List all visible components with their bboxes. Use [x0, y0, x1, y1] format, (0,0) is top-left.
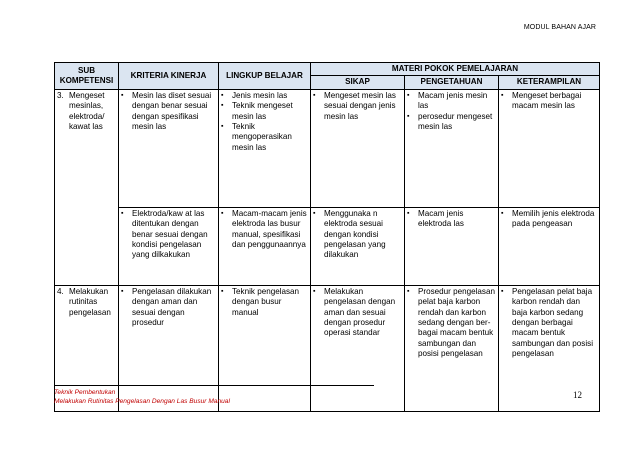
header-sub-kompetensi: SUB KOMPETENSI — [55, 63, 119, 90]
header-kriteria-kinerja: KRITERIA KINERJA — [119, 63, 219, 90]
bullet-text: Prosedur pengelasan pelat baja karbon rendah dan karbon sedang dengan ber-bagai macam bentuk sambungan dan posisi pengelasan — [418, 286, 495, 359]
bullet-text: Teknik mengeset mesin las — [232, 101, 293, 121]
bullet-square-icon: ▪ — [121, 91, 124, 99]
bullet-text: Melakukan pengelasan dengan aman dan sesuai dengan prosedur operasi standar — [324, 286, 396, 338]
list-item — [407, 91, 496, 112]
competency-table — [54, 62, 600, 412]
header-sikap: SIKAP — [311, 76, 405, 89]
bullet-square-icon: ▪ — [407, 112, 410, 120]
bullet-text: Pengelasan dilakukan dengan aman dan sesuai dengan prosedur — [132, 286, 212, 328]
list-item — [121, 91, 216, 133]
bullet-square-icon: ▪ — [313, 91, 316, 99]
list-item — [407, 112, 496, 133]
list-item — [221, 101, 308, 122]
bullet-square-icon: ▪ — [313, 287, 316, 295]
list-item — [221, 91, 308, 101]
list-item — [221, 122, 308, 153]
bullet-square-icon: ▪ — [501, 287, 504, 295]
cell-keterampilan — [499, 285, 600, 411]
bullet-text: Mesin las diset sesuai dengan benar sesuai dengan spesifikasi mesin las — [132, 90, 212, 132]
sub-number: 3. — [57, 90, 64, 100]
list-item — [407, 287, 496, 360]
bullet-text: Mengeset berbagai macam mesin las — [512, 90, 582, 111]
bullet-square-icon: ▪ — [121, 209, 124, 217]
bullet-text: Teknik pengelasan dengan busur manual — [232, 286, 300, 317]
bullet-text: Pengelasan pelat baja karbon rendah dan baja karbon sedang dengan berbagai macam bentuk sambungan dan posisi pengelasan — [512, 286, 593, 359]
cell-sikap — [311, 285, 405, 411]
bullet-text: Teknik mengoperasikan mesin las — [232, 122, 292, 152]
bullet-text: Macam jenis elektroda las — [418, 208, 464, 229]
header-lingkup-belajar: LINGKUP BELAJAR — [219, 63, 311, 90]
cell-sub-kompetensi — [55, 89, 119, 285]
footer-line-2: Melakukan Rutinitas Pengelasan Dengan Las Busur Manual — [54, 397, 230, 405]
list-item — [501, 91, 597, 112]
cell-pengetahuan — [405, 89, 499, 207]
list-item — [407, 209, 496, 230]
cell-lingkup — [219, 89, 311, 207]
header-materi-pokok: MATERI POKOK PEMELAJARAN — [311, 63, 600, 76]
bullet-text: Jenis mesin las — [232, 90, 288, 100]
list-item — [501, 287, 597, 360]
bullet-square-icon: ▪ — [407, 287, 410, 295]
cell-pengetahuan — [405, 207, 499, 285]
cell-pengetahuan — [405, 285, 499, 411]
list-item — [313, 91, 402, 122]
bullet-square-icon: ▪ — [407, 209, 410, 217]
bullet-square-icon: ▪ — [313, 209, 316, 217]
header-pengetahuan: PENGETAHUAN — [405, 76, 499, 89]
cell-kriteria — [119, 207, 219, 285]
table-row — [55, 89, 600, 207]
cell-kriteria — [119, 89, 219, 207]
bullet-text: Macam jenis mesin las — [418, 90, 488, 111]
table-row — [55, 207, 600, 285]
bullet-text: Elektroda/kaw at las ditentukan dengan benar sesuai dengan kondisi pengelasan yang dilkakukan — [132, 208, 208, 260]
module-title: MODUL BAHAN AJAR — [523, 24, 596, 31]
bullet-text: perosedur mengeset mesin las — [418, 111, 493, 132]
cell-keterampilan — [499, 207, 600, 285]
bullet-square-icon: ▪ — [501, 91, 504, 99]
cell-keterampilan — [499, 89, 600, 207]
cell-sikap — [311, 207, 405, 285]
table-body — [55, 89, 600, 411]
bullet-square-icon: ▪ — [501, 209, 504, 217]
list-item — [121, 287, 216, 329]
bullet-square-icon: ▪ — [221, 287, 224, 295]
list-item — [221, 209, 308, 251]
footer — [54, 389, 230, 406]
cell-sikap — [311, 89, 405, 207]
bullet-text: Macam-macam jenis elektroda las busur manual, spesifikasi dan penggunaannya — [232, 208, 307, 250]
list-item — [313, 287, 402, 339]
sub-text: Mengeset mesinlas, elektroda/ kawat las — [69, 90, 105, 132]
list-item — [221, 287, 308, 318]
bullet-square-icon: ▪ — [407, 91, 410, 99]
bullet-square-icon: ▪ — [221, 123, 224, 131]
sub-text: Melakukan rutinitas pengelasan — [69, 286, 111, 317]
bullet-square-icon: ▪ — [221, 91, 224, 99]
bullet-square-icon: ▪ — [221, 102, 224, 110]
bullet-text: Mengeset mesin las sesuai dengan jenis mesin las — [324, 90, 396, 121]
list-item — [313, 209, 402, 261]
cell-lingkup — [219, 285, 311, 411]
bullet-square-icon: ▪ — [221, 209, 224, 217]
header-keterampilan: KETERAMPILAN — [499, 76, 600, 89]
page-number: 12 — [573, 390, 582, 400]
footer-divider — [54, 385, 374, 386]
cell-lingkup — [219, 207, 311, 285]
bullet-text: Menggunaka n elektroda sesuai dengan kondisi pengelasan yang dilakukan — [324, 208, 386, 260]
bullet-square-icon: ▪ — [121, 287, 124, 295]
footer-line-1: Teknik Pembentukan — [54, 389, 116, 396]
list-item — [121, 209, 216, 261]
bullet-text: Memilih jenis elektroda pada pengeasan — [512, 208, 595, 229]
list-item — [501, 209, 597, 230]
sub-number: 4. — [57, 286, 64, 296]
